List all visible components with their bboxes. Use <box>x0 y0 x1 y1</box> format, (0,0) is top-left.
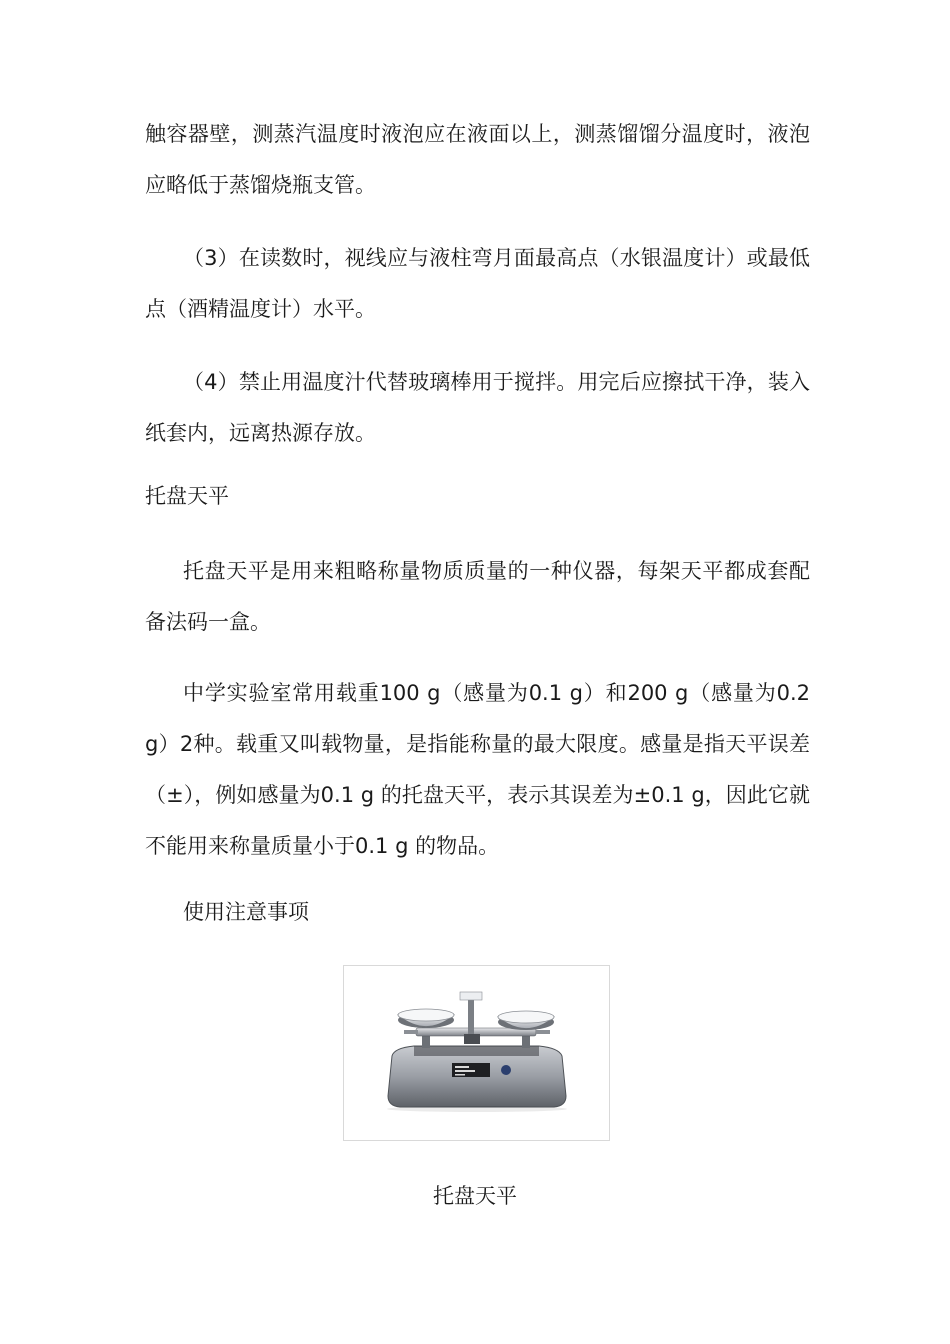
balance-scale-icon <box>344 966 609 1140</box>
paragraph-balance-capacity: 中学实验室常用载重100 g（感量为0.1 g）和200 g（感量为0.2 g）2种。载重又叫载物量，是指能称量的最大限度。感量是指天平误差（±），例如感量为0.1 g 的托盘天平，表示其误差为±0.1 g，因此它就不能用来称量质量小于0.1 g 的物品。 <box>145 681 810 858</box>
section-heading: 托盘天平 <box>145 484 229 508</box>
balance-figure <box>343 965 610 1141</box>
paragraph-reading-rule: （3）在读数时，视线应与液柱弯月面最高点（水银温度计）或最低点（酒精温度计）水平。 <box>145 246 810 321</box>
paragraph-balance-intro: 托盘天平是用来粗略称量物质质量的一种仪器，每架天平都成套配备法码一盒。 <box>145 559 810 634</box>
paragraph-no-stirring-rule: （4）禁止用温度汁代替玻璃棒用于搅拌。用完后应擦拭干净，装入纸套内，远离热源存放。 <box>145 370 810 445</box>
paragraph-thermometer-bulb: 触容器壁，测蒸汽温度时液泡应在液面以上，测蒸馏馏分温度时，液泡应略低于蒸馏烧瓶支管。 <box>145 122 810 197</box>
paragraph-usage-notes: 使用注意事项 <box>183 900 309 924</box>
figure-caption: 托盘天平 <box>433 1184 517 1208</box>
